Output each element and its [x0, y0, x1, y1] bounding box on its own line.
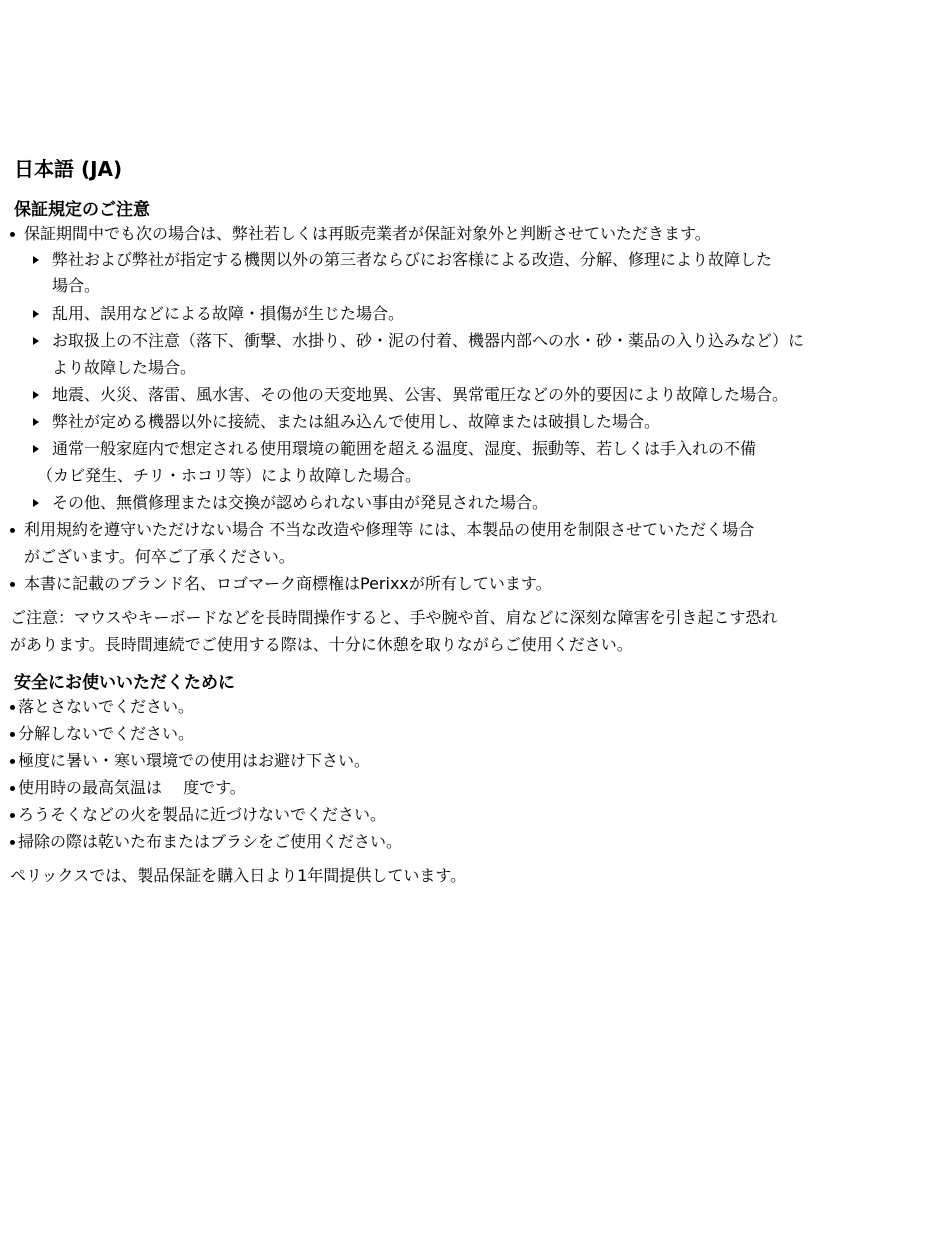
safety-item: 落とさないでください。	[18, 697, 195, 716]
triangle-bullet-icon	[33, 256, 39, 264]
warranty-sub-item-cont: より故障した場合。	[52, 358, 197, 377]
caution-text-cont: があります。長時間連続でご使用する際は、十分に休憩を取りながらご使用ください。	[10, 635, 633, 654]
safety-item: 極度に暑い・寒い環境での使用はお避け下さい。	[18, 751, 371, 770]
caution-text: ご注意：マウスやキーボードなどを長時間操作すると、手や腕や首、肩などに深刻な障害を引き起こす恐れ	[10, 608, 778, 627]
warranty-period-text: ペリックスでは、製品保証を購入日より1年間提供しています。	[10, 866, 467, 885]
warranty-bullet-2: 利用規約を遵守いただけない場合 不当な改造や修理等 には、本製品の使用を制限させていただく場合	[24, 520, 755, 539]
warranty-sub-item: 弊社が定める機器以外に接続、または組み込んで使用し、故障または破損した場合。	[52, 412, 661, 431]
bullet-dot	[10, 528, 15, 533]
page-title: 日本語 (JA)	[14, 157, 123, 181]
warranty-sub-item-cont: （カビ発生、チリ・ホコリ等）により故障した場合。	[37, 466, 422, 485]
warranty-bullet-2-cont: がございます。何卒ご了承ください。	[24, 547, 295, 566]
triangle-bullet-icon	[33, 418, 39, 426]
bullet-dot	[10, 232, 15, 237]
bullet-dot	[10, 786, 15, 791]
safety-item: 分解しないでください。	[18, 724, 195, 743]
bullet-dot	[10, 813, 15, 818]
bullet-dot	[10, 759, 15, 764]
safety-item: 使用時の最高気温は 度です。	[18, 778, 246, 797]
warranty-sub-item: 乱用、誤用などによる故障・損傷が生じた場合。	[52, 304, 405, 323]
warranty-heading: 保証規定のご注意	[14, 200, 150, 220]
warranty-sub-item: 地震、火災、落雷、風水害、その他の天変地異、公害、異常電圧などの外的要因により故障した場合。	[52, 385, 789, 404]
triangle-bullet-icon	[33, 391, 39, 399]
safety-item: ろうそくなどの火を製品に近づけないでください。	[18, 805, 387, 824]
warranty-sub-item: お取扱上の不注意（落下、衝撃、水掛り、砂・泥の付着、機器内部への水・砂・薬品の入り込みなど）に	[52, 331, 805, 350]
warranty-sub-item: 弊社および弊社が指定する機関以外の第三者ならびにお客様による改造、分解、修理により故障した	[52, 250, 773, 269]
warranty-sub-item: 通常一般家庭内で想定される使用環境の範囲を超える温度、湿度、振動等、若しくは手入れの不備	[52, 439, 757, 458]
bullet-dot	[10, 705, 15, 710]
safety-item: 掃除の際は乾いた布またはブラシをご使用ください。	[18, 832, 403, 851]
bullet-dot	[10, 840, 15, 845]
warranty-sub-item: その他、無償修理または交換が認められない事由が発見された場合。	[52, 493, 549, 512]
triangle-bullet-icon	[33, 310, 39, 318]
warranty-sub-item-cont: 場合。	[52, 276, 101, 295]
bullet-dot	[10, 582, 15, 587]
triangle-bullet-icon	[33, 445, 39, 453]
safety-heading: 安全にお使いいただくために	[14, 673, 235, 693]
triangle-bullet-icon	[33, 499, 39, 507]
warranty-bullet-3: 本書に記載のブランド名、ロゴマーク商標権はPerixxが所有しています。	[24, 574, 552, 593]
triangle-bullet-icon	[33, 337, 39, 345]
bullet-dot	[10, 732, 15, 737]
warranty-bullet-1: 保証期間中でも次の場合は、弊社若しくは再販売業者が保証対象外と判断させていただきます。	[24, 224, 711, 243]
